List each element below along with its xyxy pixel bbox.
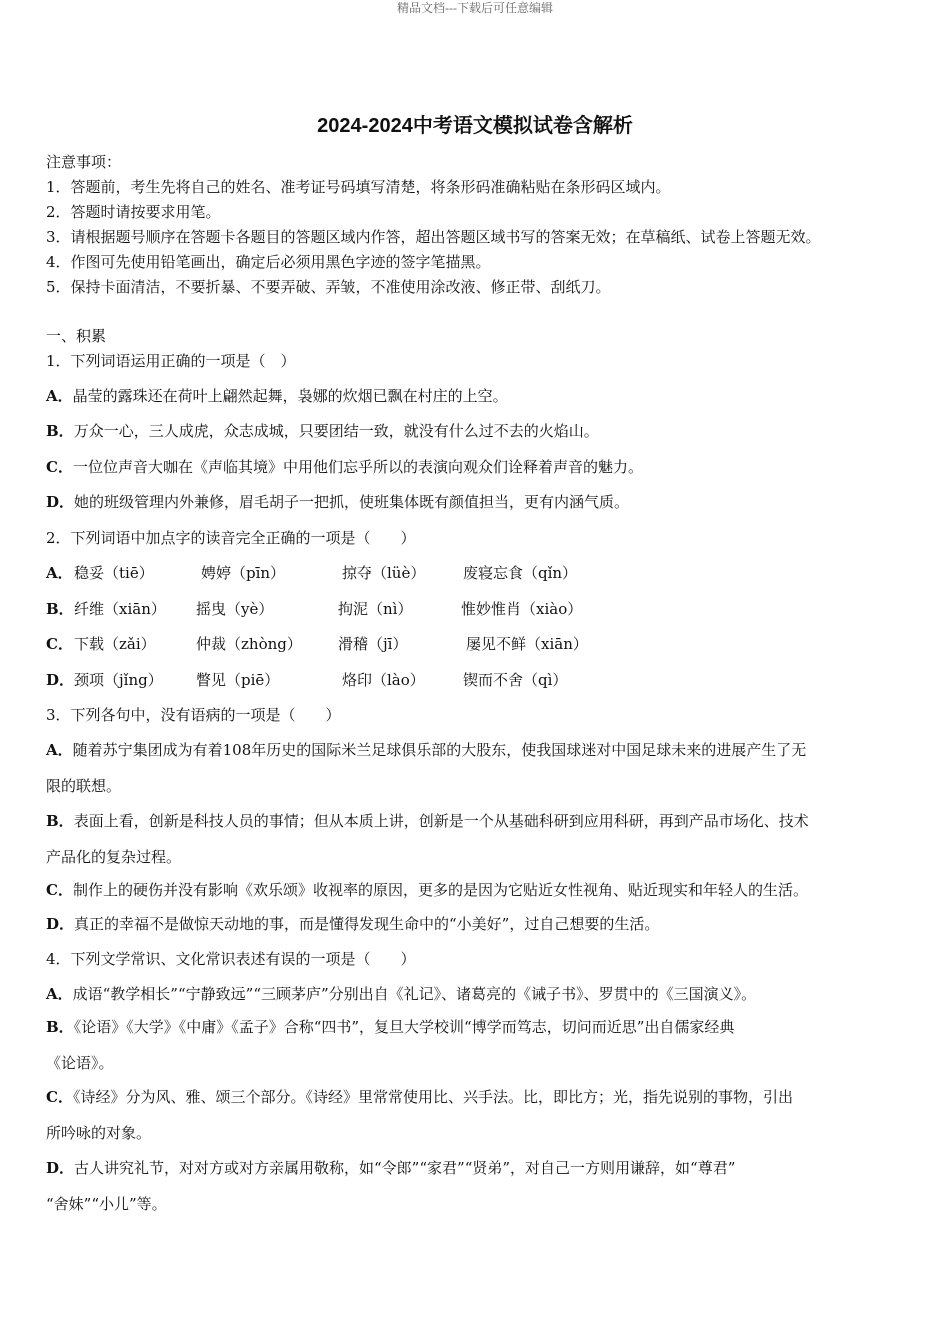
option-b <box>46 420 599 442</box>
option-label: A． <box>46 564 73 582</box>
option-label: B． <box>46 422 74 440</box>
option-label: D． <box>46 493 75 511</box>
pinyin-cell: 瞥见（piē） <box>196 671 280 689</box>
pinyin-cell: 拘泥（nì） <box>338 600 413 618</box>
option-label: A． <box>46 985 73 1003</box>
notice-item: 3．请根据题号顺序在答题卡各题目的答题区域内作答，超出答题区域书写的答案无效；在草稿纸、试卷上答题无效。 <box>46 228 821 246</box>
page-title: 2024-2024中考语文模拟试卷含解析 <box>317 115 633 137</box>
option-a <box>46 385 508 407</box>
option-c <box>46 879 808 901</box>
pinyin-cell: 娉婷（pīn） <box>201 564 286 582</box>
option-text: 随着苏宁集团成为有着108年历史的国际米兰足球俱乐部的大股东，使我国球迷对中国足球未来的进展产生了无 <box>72 741 807 759</box>
question-stem: 1．下列词语运用正确的一项是（ ） <box>46 352 296 370</box>
pinyin-cell: 惟妙惟肖（xiào） <box>461 600 583 618</box>
option-d <box>46 1157 735 1179</box>
option-a <box>46 739 806 761</box>
option-a <box>46 983 756 1005</box>
option-d <box>46 491 629 513</box>
pinyin-cell: 屡见不鲜（xiān） <box>466 635 588 653</box>
notice-item: 5．保持卡面清洁，不要折暴、不要弄破、弄皱，不准使用涂改液、修正带、刮纸刀。 <box>46 278 611 296</box>
option-text: 万众一心，三人成虎，众志成城，只要团结一致，就没有什么过不去的火焰山。 <box>73 422 599 440</box>
pinyin-cell: 掠夺（lüè） <box>342 564 426 582</box>
option-label: C． <box>46 881 73 899</box>
option-text: 成语“教学相长”“宁静致远”“三顾茅庐”分别出自《礼记》、诸葛亮的《诫子书》、罗贯中的《三国演义》。 <box>72 985 757 1003</box>
pinyin-cell: 废寝忘食（qǐn） <box>463 564 578 582</box>
pinyin-cell: 下载（zǎi） <box>74 635 156 653</box>
option-label: C． <box>46 635 73 653</box>
option-a-cont: 限的联想。 <box>46 777 122 795</box>
option-d-cont: “舍妹”“小儿”等。 <box>46 1195 167 1213</box>
pinyin-cell: 稳妥（tiē） <box>74 564 154 582</box>
pinyin-cell: 锲而不舍（qì） <box>463 671 568 689</box>
pinyin-cell: 颈项（jǐng） <box>74 671 163 689</box>
option-c <box>46 456 643 478</box>
option-b <box>46 810 809 832</box>
option-label: D． <box>46 915 75 933</box>
option-c <box>46 1086 793 1108</box>
option-label: D． <box>46 671 75 689</box>
option-b <box>46 1016 734 1038</box>
option-text: 表面上看，创新是科技人员的事情；但从本质上讲，创新是一个从基础科研到应用科研，再到产品市场化、技术 <box>73 812 809 830</box>
pinyin-cell: 仲裁（zhòng） <box>196 635 302 653</box>
option-label: A． <box>46 741 73 759</box>
notice-heading: 注意事项： <box>46 153 122 171</box>
option-label: B． <box>46 812 74 830</box>
section-heading: 一、积累 <box>46 327 107 345</box>
option-b-cont: 产品化的复杂过程。 <box>46 848 182 866</box>
pinyin-cell: 滑稽（jī） <box>338 635 408 653</box>
question-stem: 3．下列各句中，没有语病的一项是（ ） <box>46 706 341 724</box>
notice-item: 1．答题前，考生先将自己的姓名、准考证号码填写清楚，将条形码准确粘贴在条形码区域内。 <box>46 178 671 196</box>
option-label: C． <box>46 458 73 476</box>
pinyin-cell: 摇曳（yè） <box>196 600 274 618</box>
option-label: D． <box>46 1159 75 1177</box>
pinyin-cell: 纤维（xiān） <box>74 600 166 618</box>
option-text: 古人讲究礼节，对对方或对方亲属用敬称，如“令郎”“家君”“贤弟”，对自己一方则用谦辞，如“尊君” <box>74 1159 736 1177</box>
option-label: B． <box>46 600 74 618</box>
option-text: 晶莹的露珠还在荷叶上翩然起舞，袅娜的炊烟已飘在村庄的上空。 <box>72 387 508 405</box>
option-text: 制作上的硬伤并没有影响《欢乐颂》收视率的原因，更多的是因为它贴近女性视角、贴近现实和年轻人的生活。 <box>72 881 808 899</box>
option-text: 真正的幸福不是做惊天动地的事，而是懂得发现生命中的“小美好”，过自己想要的生活。 <box>74 915 660 933</box>
question-stem: 2．下列词语中加点字的读音完全正确的一项是（ ） <box>46 529 416 547</box>
option-b-cont: 《论语》。 <box>46 1054 114 1072</box>
option-text: 《诗经》分为风、雅、颂三个部分。《诗经》里常常使用比、兴手法。比，即比方；光，指先说别的事物，引出 <box>72 1088 793 1106</box>
question-stem: 4．下列文学常识、文化常识表述有误的一项是（ ） <box>46 950 416 968</box>
option-c-cont: 所吟咏的对象。 <box>46 1124 152 1142</box>
option-d <box>46 913 659 935</box>
option-text: 一位位声音大咖在《声临其境》中用他们忘乎所以的表演向观众们诠释着声音的魅力。 <box>72 458 643 476</box>
option-label: B． <box>46 1018 74 1036</box>
notice-item: 2．答题时请按要求用笔。 <box>46 203 221 221</box>
notice-item: 4．作图可先使用铅笔画出，确定后必须用黑色字迹的签字笔描黑。 <box>46 253 491 271</box>
option-label: C． <box>46 1088 73 1106</box>
option-label: A． <box>46 387 73 405</box>
option-text: 她的班级管理内外兼修，眉毛胡子一把抓，使班集体既有颜值担当，更有内涵气质。 <box>74 493 630 511</box>
pinyin-cell: 烙印（lào） <box>342 671 425 689</box>
option-text: 《论语》《大学》《中庸》《孟子》合称“四书”，复旦大学校训“博学而笃志，切问而近思”出自儒家经典 <box>73 1018 735 1036</box>
header-note: 精品文档---下载后可任意编辑 <box>397 1 553 15</box>
